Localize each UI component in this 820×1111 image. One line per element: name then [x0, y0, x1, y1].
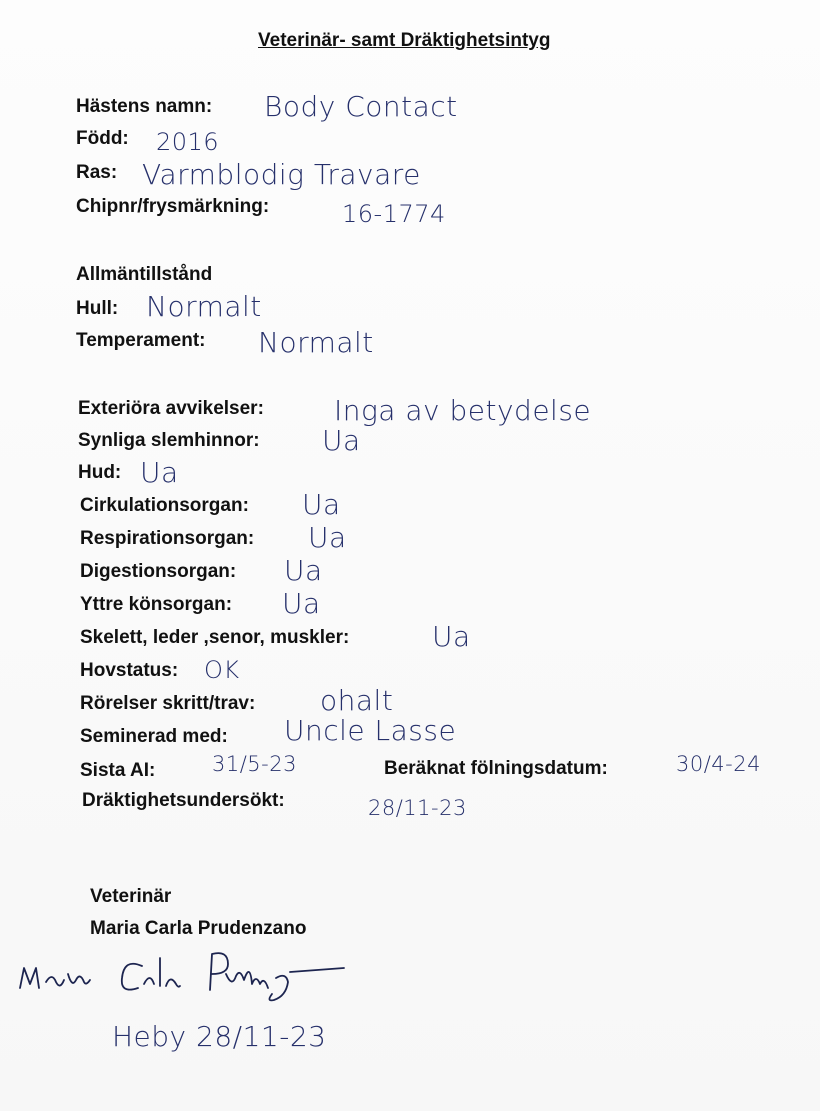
- inseminated-label: Seminerad med:: [80, 726, 228, 747]
- pregnancy-label: Dräktighetsundersökt:: [82, 790, 285, 811]
- inseminated-value: Uncle Lasse: [284, 714, 457, 747]
- skin-value: Ua: [140, 456, 179, 489]
- exterior-value: Inga av betydelse: [334, 394, 592, 427]
- hull-label: Hull:: [76, 298, 119, 319]
- document-title: Veterinär- samt Dräktighetsintyg: [258, 30, 551, 51]
- breed-label: Ras:: [76, 162, 118, 183]
- skin-label: Hud:: [78, 462, 122, 483]
- digestion-value: Ua: [284, 554, 323, 587]
- skeleton-value: Ua: [432, 620, 471, 653]
- circulation-value: Ua: [302, 488, 341, 521]
- hoof-label: Hovstatus:: [80, 660, 179, 681]
- place-date: Heby 28/11-23: [112, 1020, 327, 1053]
- genital-label: Yttre könsorgan:: [80, 594, 233, 615]
- last-ai-value: 31/5-23: [212, 752, 297, 776]
- veterinarian-name: Maria Carla Prudenzano: [90, 918, 307, 939]
- respiration-label: Respirationsorgan:: [80, 528, 255, 549]
- temperament-label: Temperament:: [76, 330, 206, 351]
- mucous-value: Ua: [322, 424, 361, 457]
- digestion-label: Digestionsorgan:: [80, 561, 237, 582]
- name-value: Body Contact: [264, 90, 458, 123]
- general-heading: Allmäntillstånd: [76, 264, 213, 285]
- hoof-value: OK: [204, 656, 240, 684]
- last-ai-label: Sista AI:: [80, 760, 156, 781]
- chip-label: Chipnr/frysmärkning:: [76, 196, 270, 217]
- born-label: Född:: [76, 128, 129, 149]
- circulation-label: Cirkulationsorgan:: [80, 495, 249, 516]
- pregnancy-value: 28/11-23: [368, 796, 467, 820]
- mucous-label: Synliga slemhinnor:: [78, 430, 260, 451]
- hull-value: Normalt: [146, 290, 262, 323]
- handwritten-signature: [14, 944, 354, 1014]
- breed-value: Varmblodig Travare: [142, 158, 421, 191]
- veterinarian-role: Veterinär: [90, 886, 172, 907]
- born-value: 2016: [156, 128, 220, 156]
- foaling-value: 30/4-24: [676, 752, 761, 776]
- movement-label: Rörelser skritt/trav:: [80, 693, 256, 714]
- movement-value: ohalt: [320, 684, 394, 717]
- foaling-label: Beräknat fölningsdatum:: [384, 758, 608, 779]
- genital-value: Ua: [282, 587, 321, 620]
- chip-value: 16-1774: [342, 200, 446, 228]
- temperament-value: Normalt: [258, 326, 374, 359]
- exterior-label: Exteriöra avvikelser:: [78, 398, 264, 419]
- name-label: Hästens namn:: [76, 96, 213, 117]
- respiration-value: Ua: [308, 521, 347, 554]
- skeleton-label: Skelett, leder ,senor, muskler:: [80, 627, 350, 648]
